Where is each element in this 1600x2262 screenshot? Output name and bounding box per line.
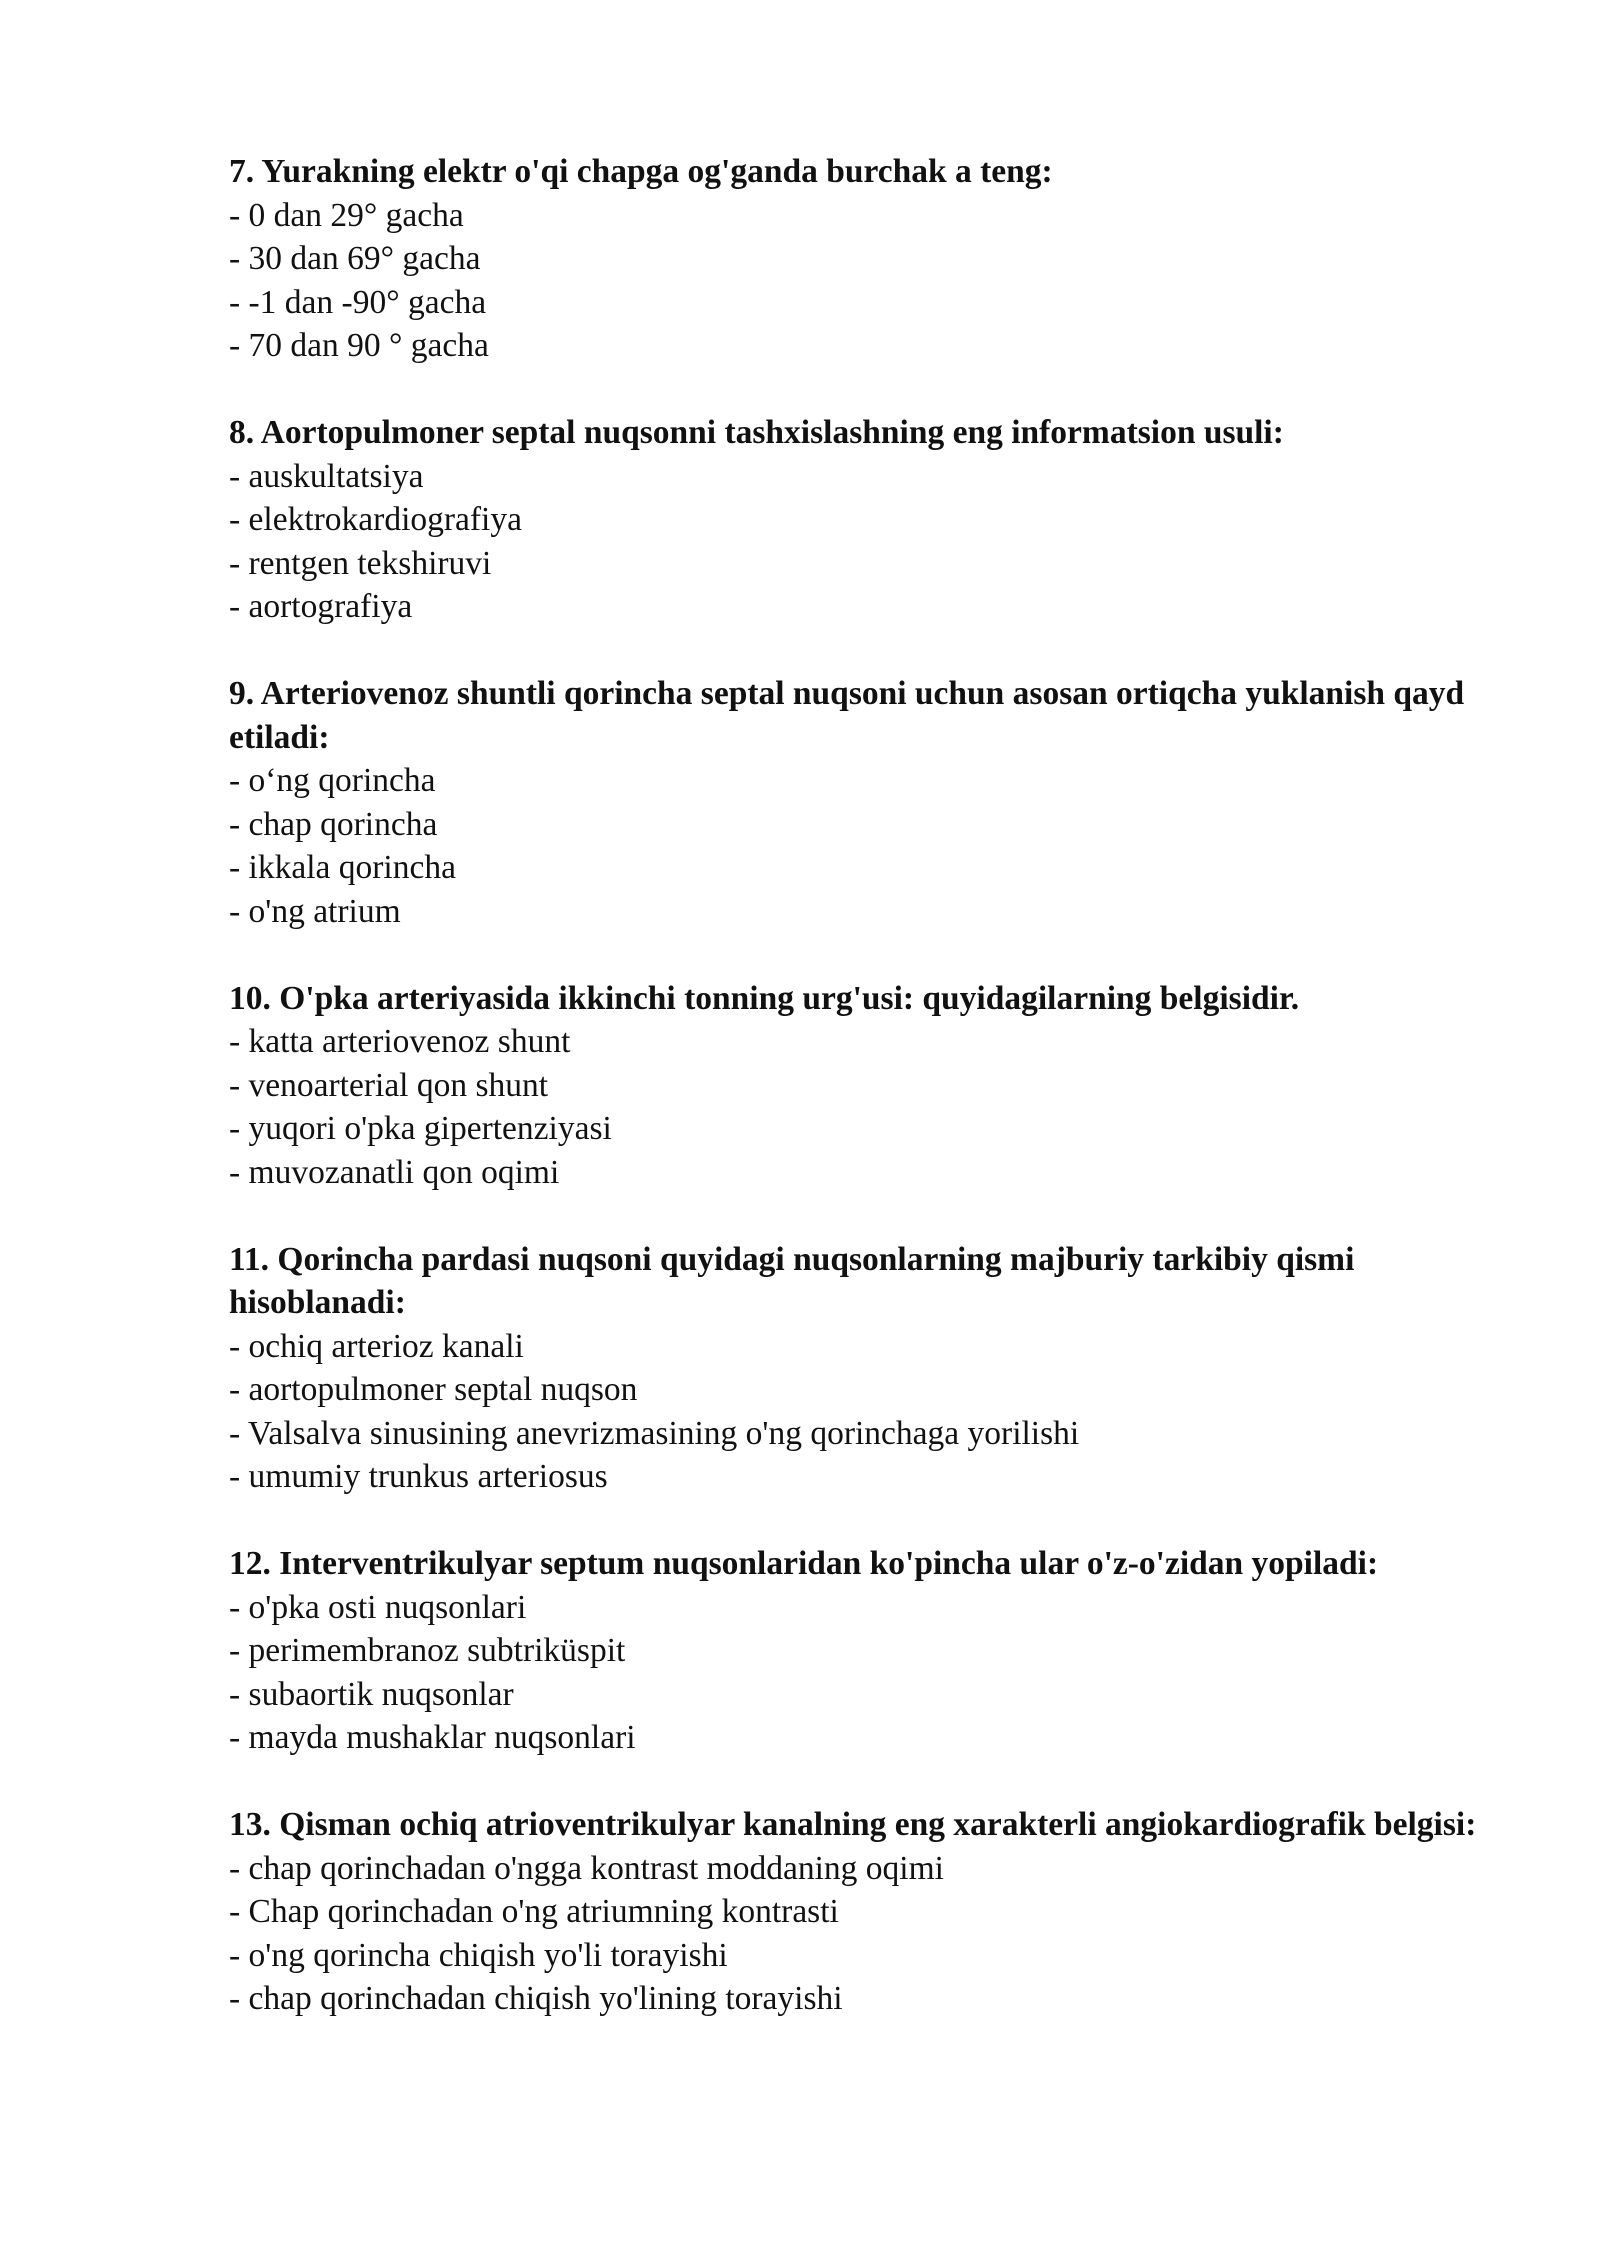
answer-option: - elektrokardiografiya xyxy=(229,501,522,538)
answer-option: - 70 dan 90 ° gacha xyxy=(229,327,489,364)
answer-option: - chap qorinchadan chiqish yo'lining torayishi xyxy=(229,1980,843,2017)
answer-option: - ochiq arterioz kanali xyxy=(229,1327,524,1365)
question-11 xyxy=(229,1238,1479,1499)
question-title: 11. Qorincha pardasi nuqsoni quyidagi nuqsonlarning majburiy tarkibiy qismi hisoblanadi: xyxy=(229,1240,1355,1321)
answer-option: - rentgen tekshiruvi xyxy=(229,544,492,582)
question-title: 8. Aortopulmoner septal nuqsonni tashxislashning eng informatsion usuli: xyxy=(229,414,1284,451)
answer-option: - mayda mushaklar nuqsonlari xyxy=(229,1719,636,1756)
answer-option: - o'ng qorincha chiqish yo'li torayishi xyxy=(229,1936,728,1974)
question-13 xyxy=(229,1803,1479,2021)
answer-option: - aortopulmoner septal nuqson xyxy=(229,1371,638,1408)
question-title: 13. Qisman ochiq atrioventrikulyar kanalning eng xarakterli angiokardiografik belgisi: xyxy=(229,1806,1477,1843)
answer-option: - 0 dan 29° gacha xyxy=(229,196,464,234)
answer-option: - umumiy trunkus arteriosus xyxy=(229,1458,608,1495)
answer-option: - o'ng atrium xyxy=(229,892,401,930)
answer-option: - o'pka osti nuqsonlari xyxy=(229,1588,527,1626)
answer-option: - venoarterial qon shunt xyxy=(229,1066,549,1104)
answer-option: - ikkala qorincha xyxy=(229,849,456,886)
answer-option: - o‘ng qorincha xyxy=(229,762,436,799)
question-9 xyxy=(229,672,1479,933)
question-12 xyxy=(229,1542,1479,1760)
question-10 xyxy=(229,977,1479,1195)
answer-option: - chap qorincha xyxy=(229,805,438,843)
answer-option: - chap qorinchadan o'ngga kontrast moddaning oqimi xyxy=(229,1849,944,1887)
answer-option: - yuqori o'pka gipertenziyasi xyxy=(229,1110,612,1147)
question-8 xyxy=(229,411,1479,629)
answer-option: - 30 dan 69° gacha xyxy=(229,240,481,277)
question-7 xyxy=(229,150,1479,368)
answer-option: - -1 dan -90° gacha xyxy=(229,283,487,321)
answer-option: - aortografiya xyxy=(229,588,413,625)
question-title: 7. Yurakning elektr o'qi chapga og'ganda burchak a teng: xyxy=(229,153,1053,190)
answer-option: - perimembranoz subtriküspit xyxy=(229,1632,626,1669)
answer-option: - subaortik nuqsonlar xyxy=(229,1675,514,1713)
question-title: 12. Interventrikulyar septum nuqsonlaridan ko'pincha ular o'z-o'zidan yopiladi: xyxy=(229,1545,1379,1582)
question-title: 10. O'pka arteriyasida ikkinchi tonning urg'usi: quyidagilarning belgisidir. xyxy=(229,979,1300,1017)
answer-option: - muvozanatli qon oqimi xyxy=(229,1153,560,1191)
answer-option: - Valsalva sinusining anevrizmasining o'ng qorinchaga yorilishi xyxy=(229,1414,1080,1452)
question-title: 9. Arteriovenoz shuntli qorincha septal nuqsoni uchun asosan ortiqcha yuklanish qayd etiladi: xyxy=(229,675,1465,756)
answer-option: - auskultatsiya xyxy=(229,457,424,495)
answer-option: - Chap qorinchadan o'ng atriumning kontrasti xyxy=(229,1893,839,1930)
answer-option: - katta arteriovenoz shunt xyxy=(229,1023,571,1060)
document-page xyxy=(229,150,1479,2064)
